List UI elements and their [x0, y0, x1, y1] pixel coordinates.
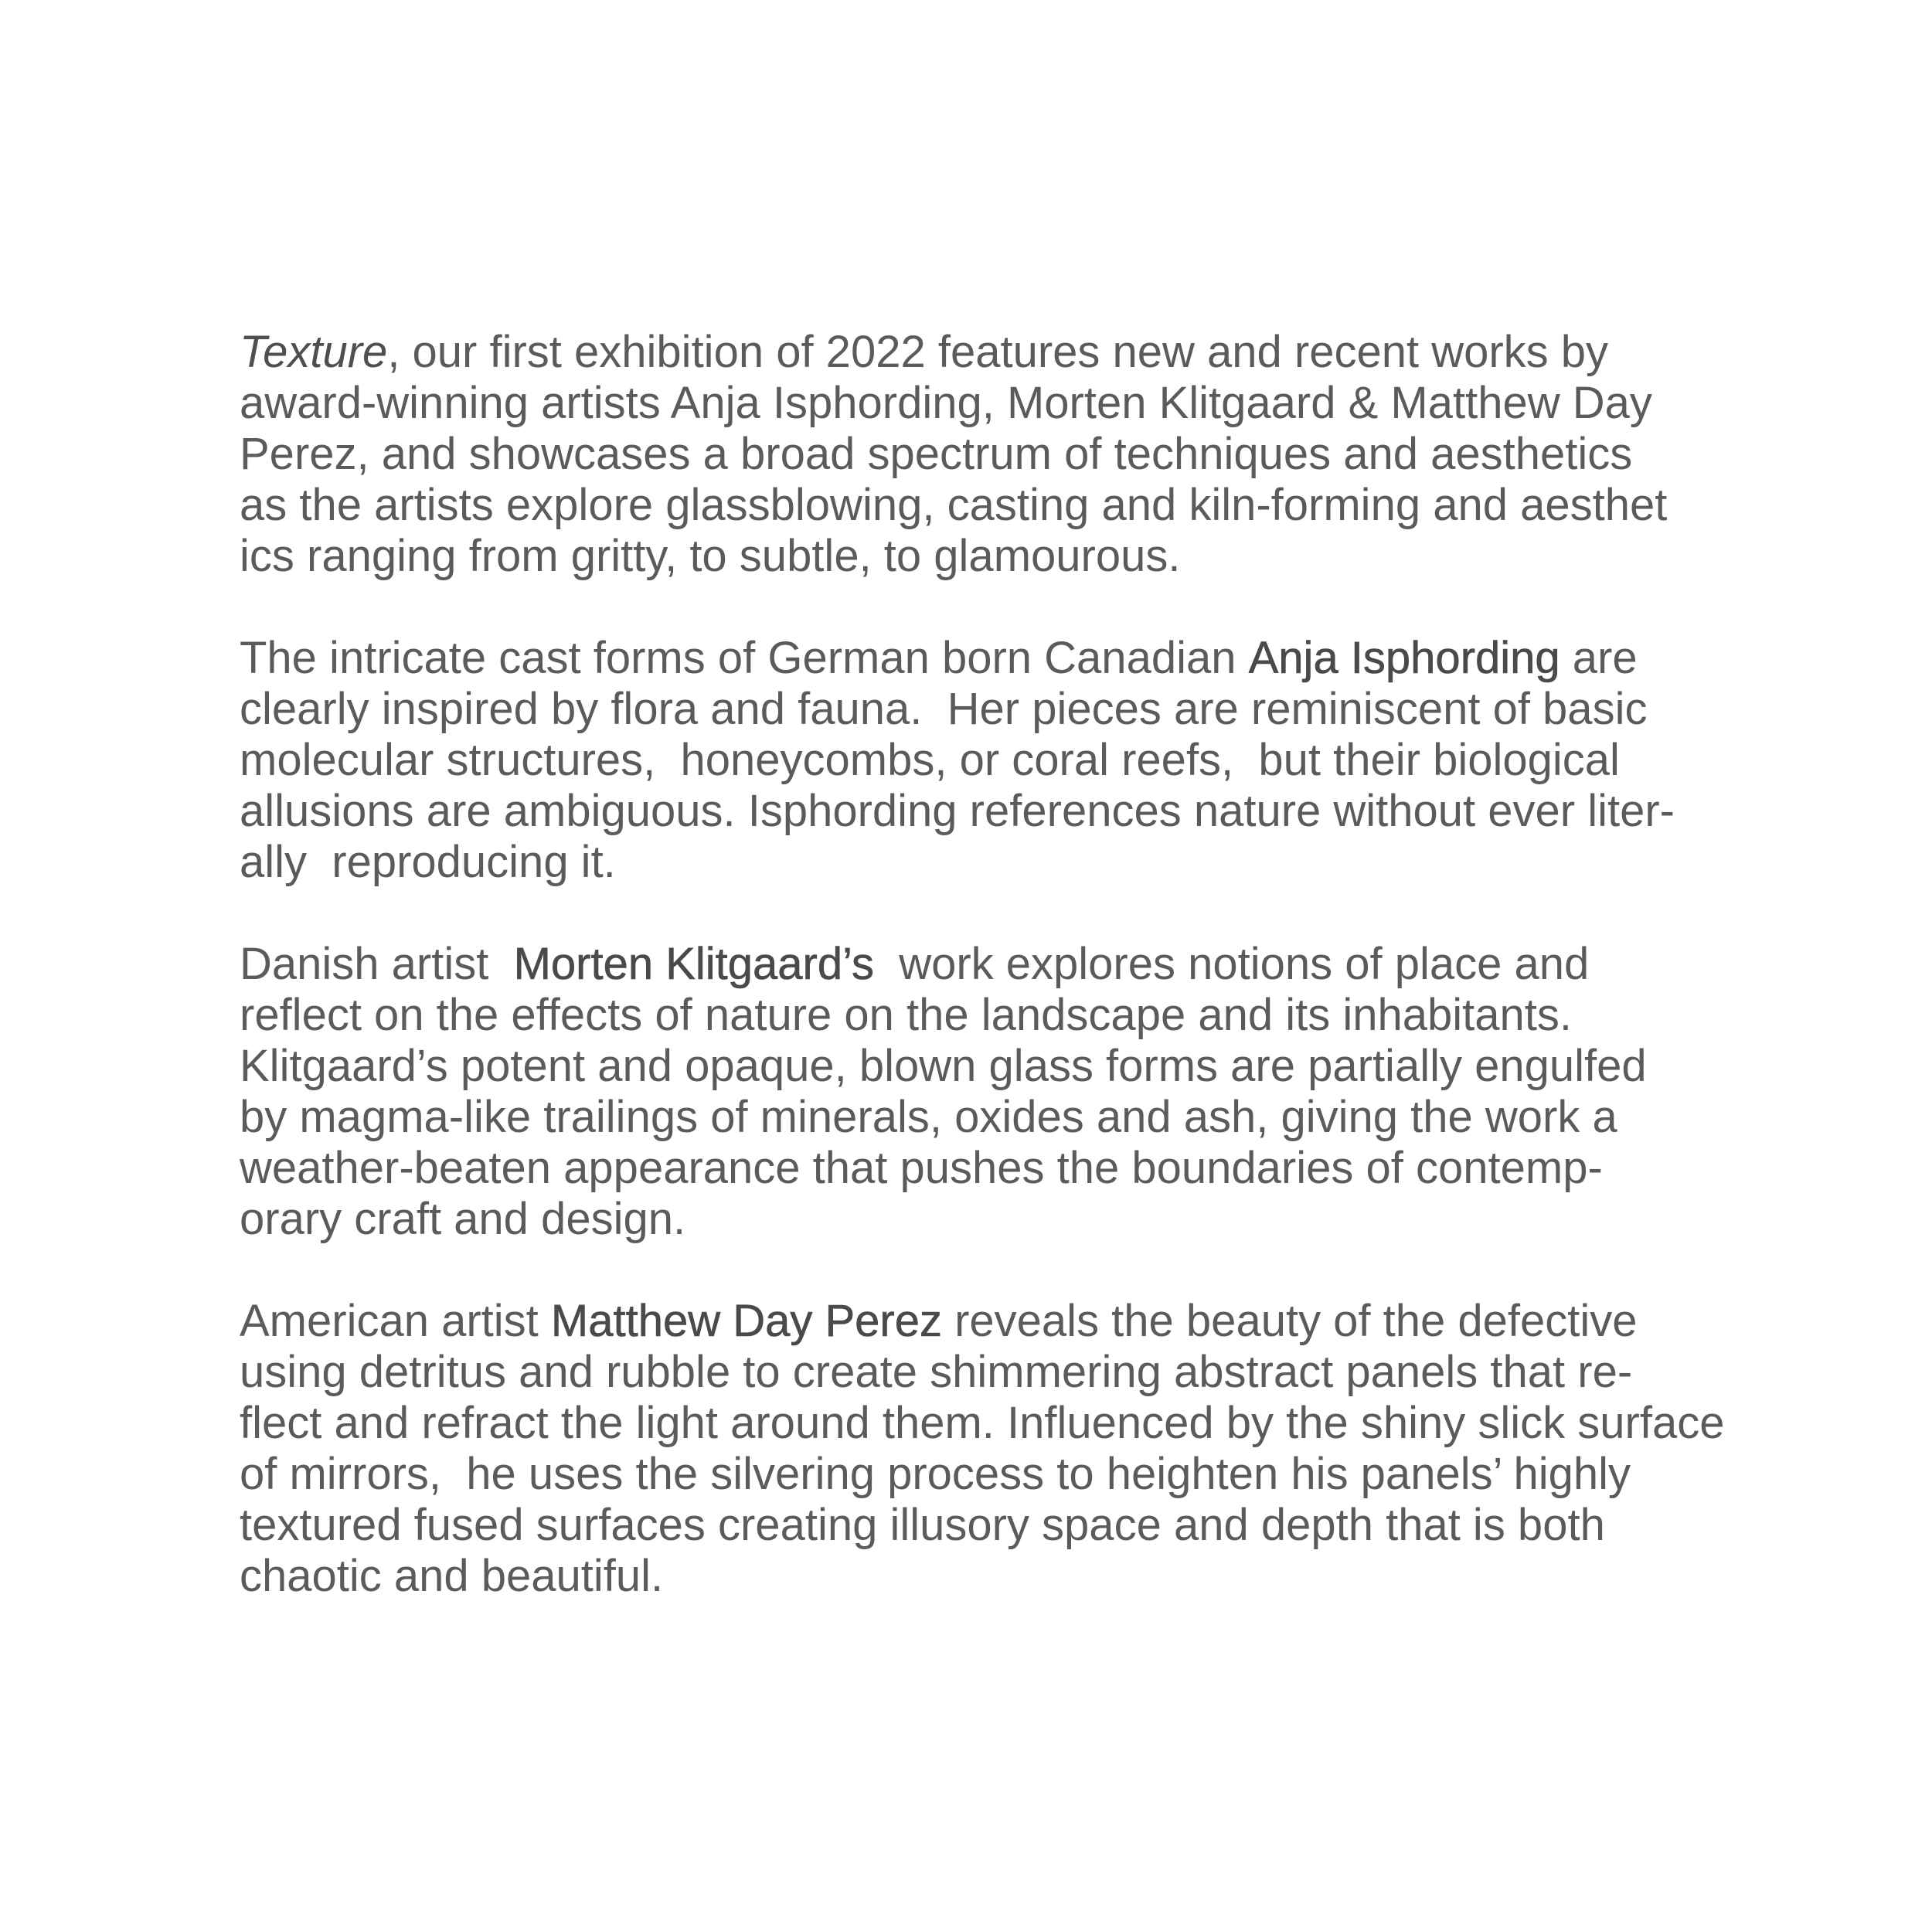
text-span: work explores notions of place and [873, 939, 1590, 989]
isphording-paragraph [240, 633, 1723, 888]
text-line: textured fused surfaces creating illusory space and depth that is both [240, 1500, 1605, 1550]
text-line: orary craft and design. [240, 1194, 686, 1244]
text-line [240, 327, 1723, 378]
text-line: of mirrors, he uses the silvering process to heighten his panels’ highly [240, 1449, 1631, 1499]
exhibition-title: Texture [240, 327, 388, 377]
exhibition-text [240, 327, 1723, 1653]
text-line [240, 633, 1723, 684]
artist-name-isphording: Anja Isphording [1248, 633, 1560, 683]
text-line: weather-beaten appearance that pushes the boundaries of contemp- [240, 1143, 1603, 1193]
text-line: chaotic and beautiful. [240, 1551, 664, 1601]
text-line: Klitgaard’s potent and opaque, blown glass forms are partially engulfed [240, 1041, 1647, 1091]
text-span: American artist [240, 1296, 551, 1346]
text-span: reveals the beauty of the defective [941, 1296, 1638, 1346]
text-line: reflect on the effects of nature on the landscape and its inhabitants. [240, 990, 1572, 1040]
text-line: by magma-like trailings of minerals, oxides and ash, giving the work a [240, 1092, 1617, 1142]
klitgaard-paragraph [240, 939, 1723, 1245]
text-line [240, 1296, 1723, 1347]
artist-name-perez: Matthew Day Perez [550, 1296, 942, 1346]
text-line: clearly inspired by flora and fauna. Her pieces are reminiscent of basic [240, 684, 1648, 734]
perez-paragraph [240, 1296, 1723, 1602]
text-line [240, 939, 1723, 990]
text-line: flect and refract the light around them. Influenced by the shiny slick surface [240, 1398, 1725, 1448]
artist-name-klitgaard: Morten Klitgaard’s [513, 939, 874, 989]
text-span: The intricate cast forms of German born Canadian [240, 633, 1249, 683]
text-line: ally reproducing it. [240, 837, 616, 887]
text-line: award-winning artists Anja Isphording, Morten Klitgaard & Matthew Day [240, 378, 1652, 428]
text-span: are [1560, 633, 1638, 683]
text-span: , our first exhibition of 2022 features new and recent works by [387, 327, 1609, 377]
text-line: as the artists explore glassblowing, casting and kiln-forming and aesthet [240, 480, 1668, 530]
text-line: allusions are ambiguous. Isphording references nature without ever liter- [240, 786, 1675, 836]
text-line: molecular structures, honeycombs, or coral reefs, but their biological [240, 735, 1620, 785]
text-line: using detritus and rubble to create shimmering abstract panels that re- [240, 1347, 1633, 1397]
intro-paragraph [240, 327, 1723, 582]
text-span: Danish artist [240, 939, 514, 989]
text-line: ics ranging from gritty, to subtle, to glamourous. [240, 531, 1181, 581]
text-line: Perez, and showcases a broad spectrum of techniques and aesthetics [240, 429, 1633, 479]
